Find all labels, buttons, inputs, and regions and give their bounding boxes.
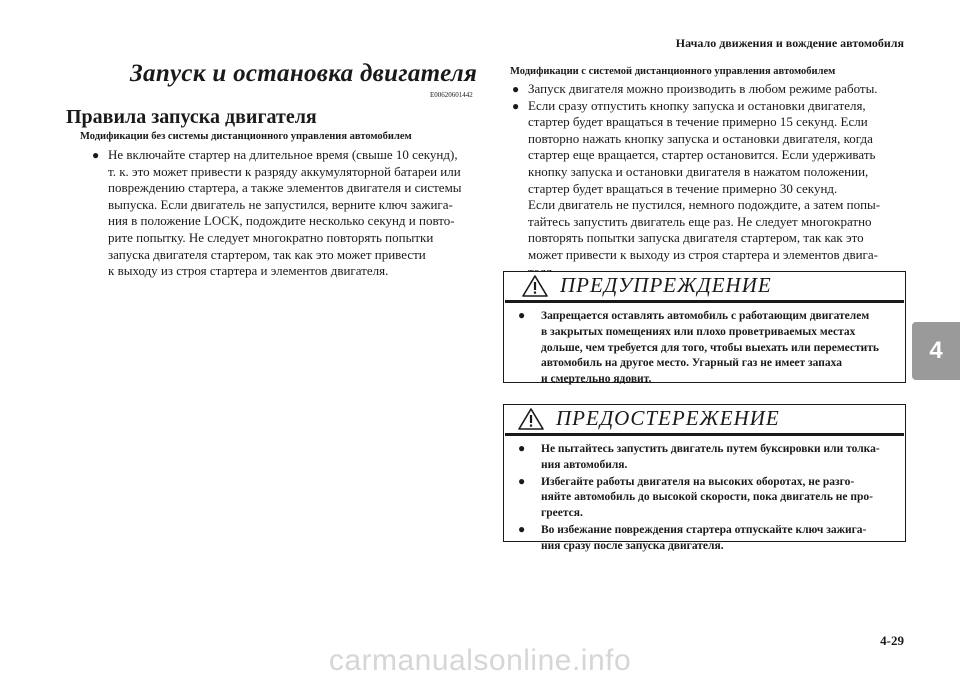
warning-line: ● Запрещается оставлять автомобиль с работающим двигателем <box>518 308 870 322</box>
paragraph-line: стартер еще вращается, стартер остановится. Если удерживать <box>528 147 876 163</box>
paragraph-line: может привести к выходу из строя стартера и элементов двига- <box>528 246 878 262</box>
left-paragraph <box>92 147 462 280</box>
warning-triangle-icon <box>518 408 544 430</box>
caution-line: ния сразу после запуска двигателя. <box>541 539 724 552</box>
caution-title: ПРЕДОСТЕРЕЖЕНИЕ <box>556 406 780 430</box>
paragraph-line: ● Запуск двигателя можно производить в любом режиме работы. <box>512 81 878 96</box>
warning-header <box>504 272 905 299</box>
right-modification-heading: Модификации с системой дистанционного управления автомобилем <box>510 66 836 77</box>
paragraph-line: повторно нажать кнопку запуска и остановки двигателя, когда <box>528 130 873 146</box>
paragraph-line: повторять попытки запуска двигателя стартером, так как это <box>528 230 864 246</box>
caution-body <box>504 436 905 555</box>
caution-line: ● Избегайте работы двигателя на высоких оборотах, не разго- <box>518 473 855 488</box>
bullet-icon: ● <box>518 441 526 455</box>
warning-triangle-icon <box>522 275 548 297</box>
subsection-title: Правила запуска двигателя <box>66 106 317 128</box>
caution-header <box>504 405 905 432</box>
paragraph-line: ния в положение LOCK, подождите несколько секунд и повто- <box>108 213 455 229</box>
warning-box <box>503 271 906 386</box>
warning-line: и смертельно ядовит. <box>541 373 652 386</box>
paragraph-line: стартер будет вращаться в течение примерно 30 секунд. <box>528 180 838 196</box>
paragraph-line: повреждению стартера, а также элементов двигателя и системы <box>108 180 462 196</box>
paragraph-line: тайтесь запустить двигатель еще раз. Не следует многократно <box>528 213 872 229</box>
bullet-icon: ● <box>512 98 520 113</box>
caution-line: ● Не пытайтесь запустить двигатель путем буксировки или толка- <box>518 441 880 455</box>
paragraph-line: рите попытку. Не следует многократно повторять попытки <box>108 229 434 245</box>
bullet-icon: ● <box>518 308 526 322</box>
caution-line: греется. <box>541 507 583 520</box>
right-paragraph <box>512 81 880 280</box>
warning-line: дольше, чем требуется для того, чтобы выехать или переместить <box>541 341 880 354</box>
warning-title: ПРЕДУПРЕЖДЕНИЕ <box>560 273 772 297</box>
warning-body <box>504 303 905 388</box>
bullet-icon: ● <box>518 473 526 488</box>
bullet-icon: ● <box>512 82 520 96</box>
paragraph-line: кнопку запуска и остановки двигателя в нажатом положении, <box>528 163 869 179</box>
section-code: E00620601442 <box>430 91 473 99</box>
paragraph-line: Если двигатель не пустился, немного подождите, а затем попы- <box>528 197 881 213</box>
caution-box <box>503 404 906 552</box>
section-title: Запуск и остановка двигателя <box>130 60 478 87</box>
chapter-tab: 4 <box>912 322 960 380</box>
caution-line: ● Во избежание повреждения стартера отпускайте ключ зажига- <box>518 521 867 536</box>
running-header: Начало движения и вождение автомобиля <box>675 36 904 50</box>
paragraph-line: запуска двигателя стартером, так как это может привести <box>108 246 426 262</box>
caution-line: ния автомобиля. <box>541 458 628 471</box>
page-number: 4-29 <box>880 633 904 648</box>
paragraph-line: ● Не включайте стартер на длительное время (свыше 10 секунд), <box>92 147 458 162</box>
left-modification-heading: Модификации без системы дистанционного управления автомобилем <box>80 131 412 142</box>
paragraph-line: стартер будет вращаться в течение примерно 15 секунд. Если <box>528 114 868 130</box>
warning-line: в закрытых помещениях или плохо проветриваемых местах <box>541 325 856 338</box>
bullet-icon: ● <box>518 521 526 536</box>
watermark: carmanualsonline.info <box>328 644 632 677</box>
paragraph-line: к выходу из строя стартера и элементов двигателя. <box>108 263 389 279</box>
paragraph-line: выпуска. Если двигатель не запустился, верните ключ зажига- <box>108 196 453 212</box>
warning-line: автомобиль на другое место. Угарный газ не имеет запаха <box>541 357 843 370</box>
caution-line: няйте автомобиль до высокой скорости, пока двигатель не про- <box>541 491 873 504</box>
paragraph-line: т. к. это может привести к разряду аккумуляторной батареи или <box>108 163 461 179</box>
bullet-icon: ● <box>92 148 100 162</box>
paragraph-line: ● Если сразу отпустить кнопку запуска и остановки двигателя, <box>512 97 866 113</box>
